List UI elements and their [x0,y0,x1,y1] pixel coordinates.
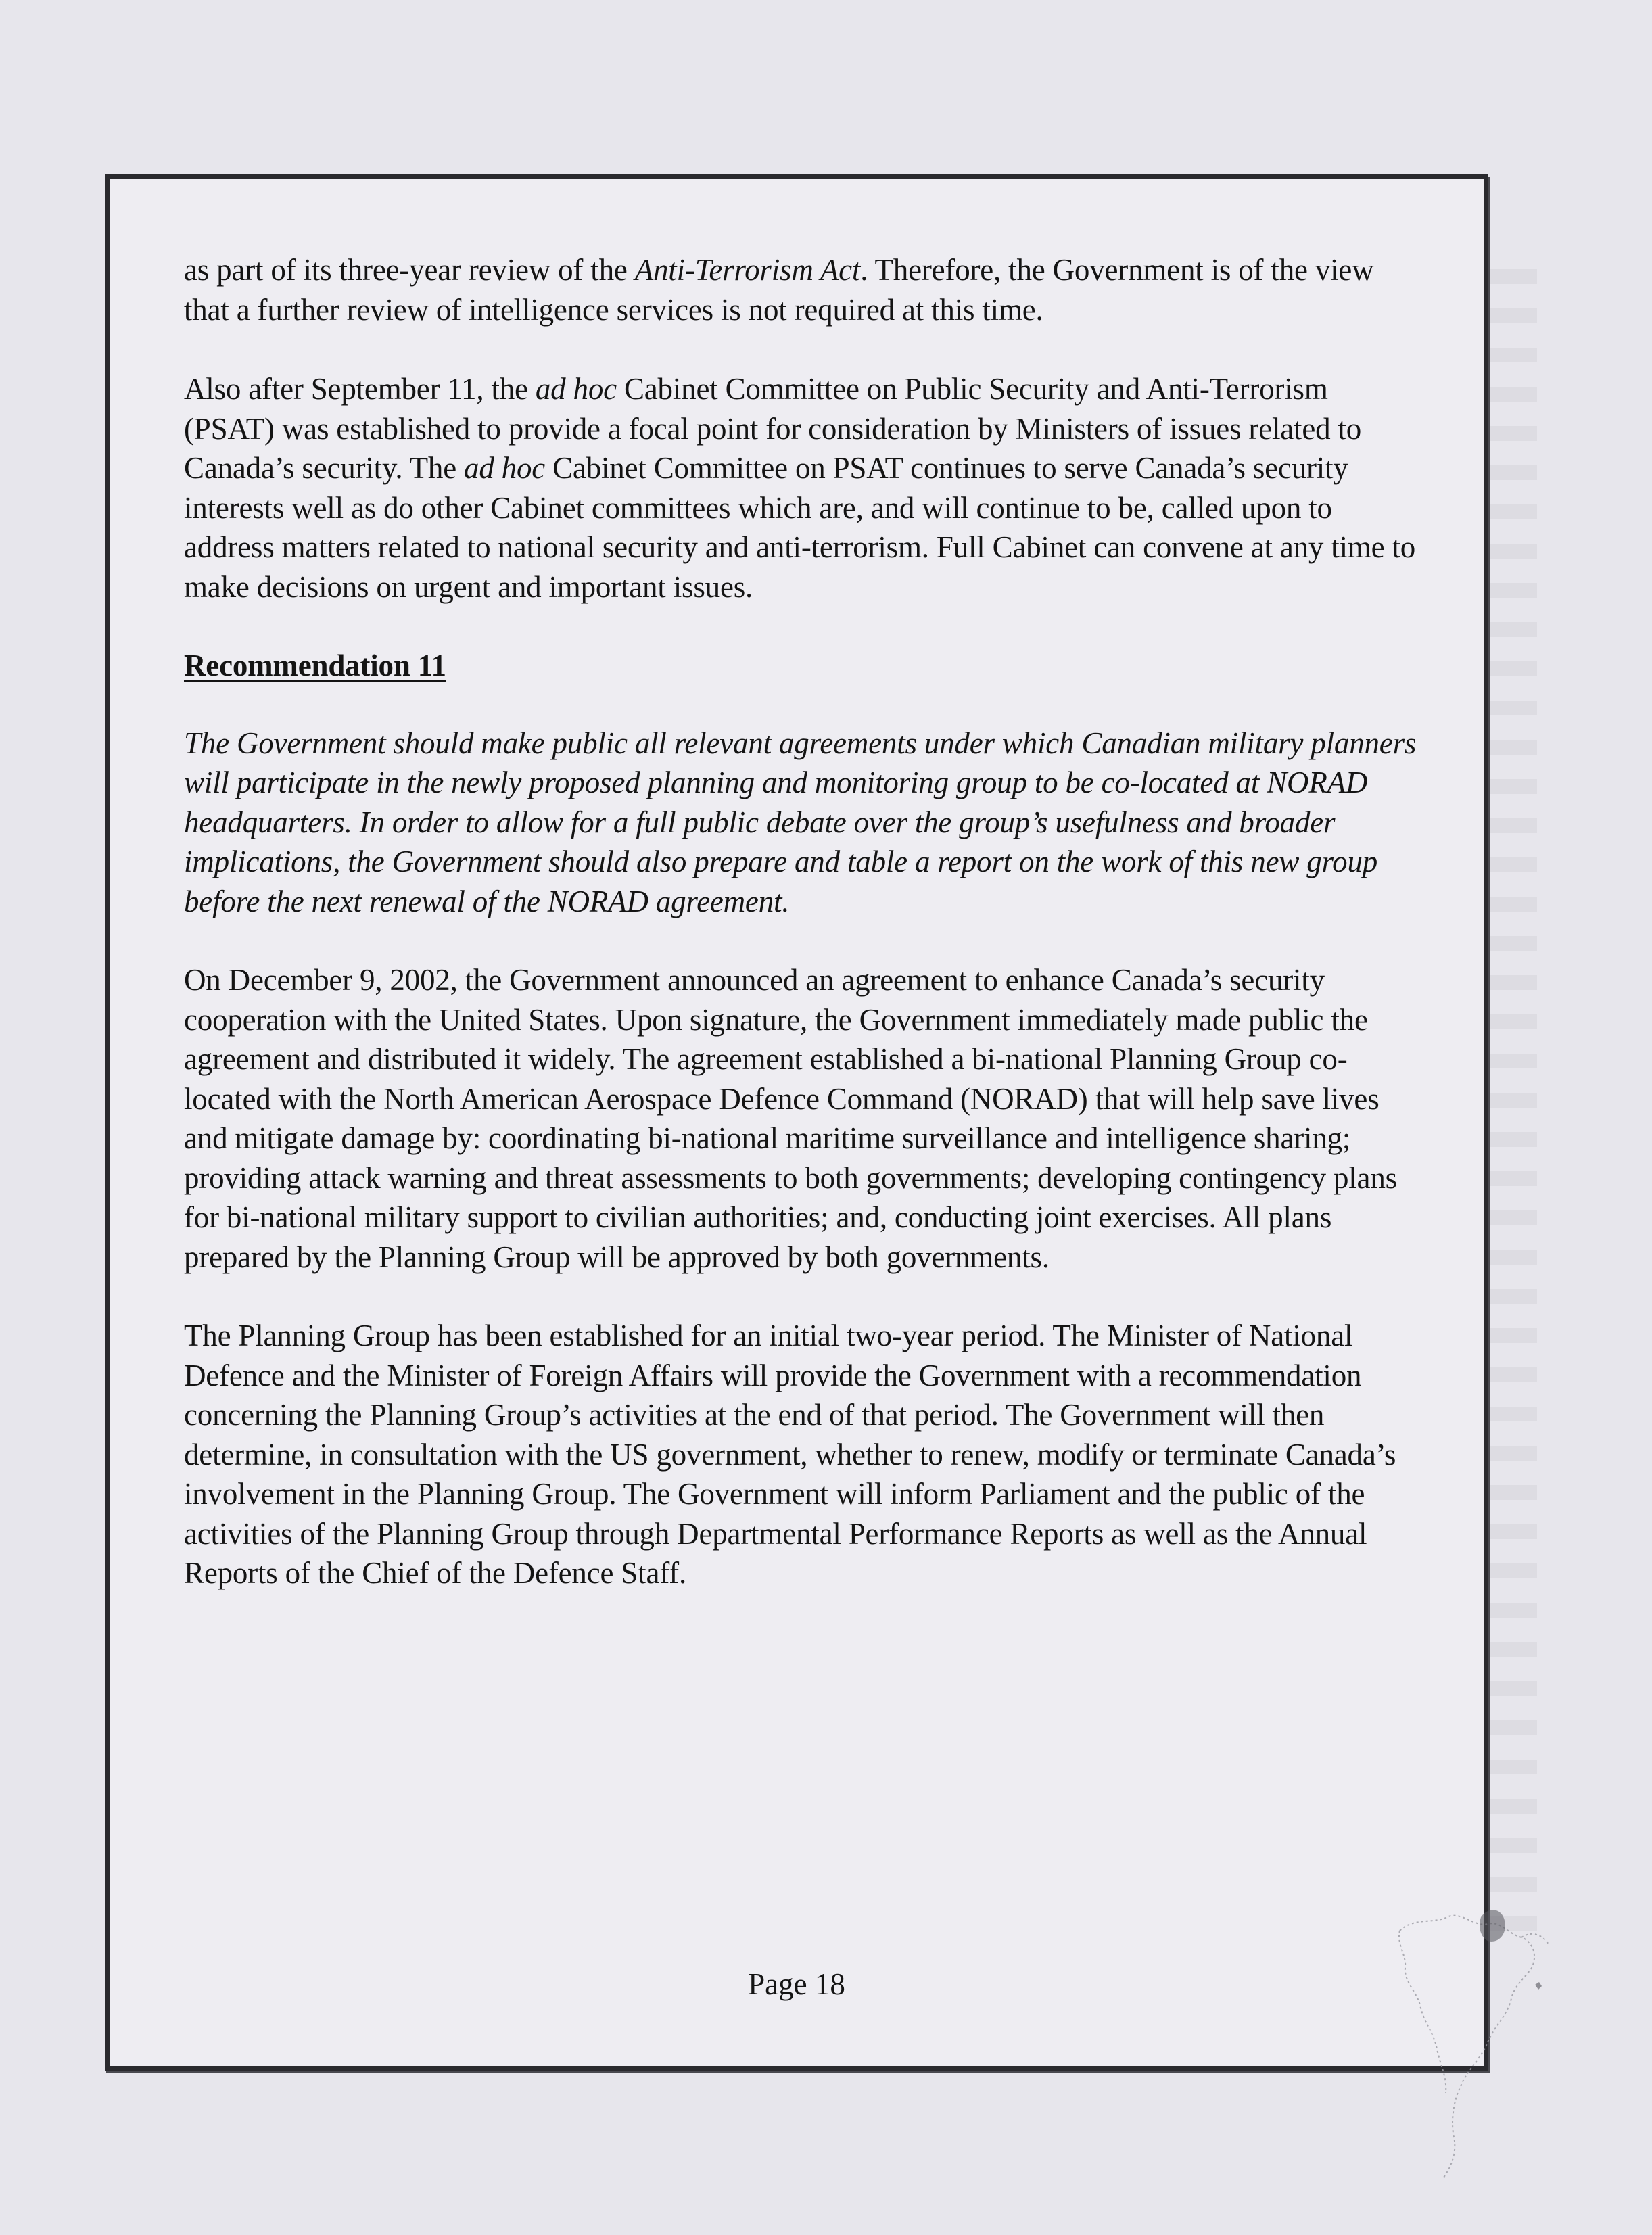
act-title: Anti-Terrorism Act [634,253,861,287]
page-number: Page 18 [748,1967,845,2001]
recommendation-text: The Government should make public all relevant agreements under which Canadian military planners will participate in the newly proposed planning and monitoring group to be co-located at NORAD headquarters. In order to allow for a full public debate over the group’s usefulness and broader implications, the Government should also prepare and table a report on the work of this new group before the next renewal of the NORAD agreement. [184,726,1417,918]
paragraph-planning-group-period: The Planning Group has been established for an initial two-year period. The Minister of National Defence and the Minister of Foreign Affairs will provide the Government with a recommendation concerning the Planning Group’s activities at the end of that period. The Government will then determine, in consultation with the US government, whether to renew, modify or terminate Canada’s involvement in the Planning Group. The Government will inform Parliament and the public of the activities of the Planning Group through Departmental Performance Reports as well as the Annual Reports of the Chief of the Defence Staff. [184,1319,1396,1590]
page-body [184,250,1421,1632]
north-america-map-watermark [1386,1904,1576,2188]
page-border-frame [105,174,1488,2071]
recommendation-heading: Recommendation 11 [184,649,446,682]
paragraph-psat-committee: Also after September 11, the ad hoc Cabinet Committee on Public Security and Anti-Terrorism (PSAT) was established to provide a focal point for consideration by Ministers of issues related to Canada’s security. The ad hoc Cabinet Committee on PSAT continues to serve Canada’s security interests well as do other Cabinet committees which are, and will continue to be, called upon to address matters related to national security and anti-terrorism. Full Cabinet can convene at any time to make decisions on urgent and important issues. [184,372,1416,604]
paragraph-planning-group-agreement: On December 9, 2002, the Government announced an agreement to enhance Canada’s security cooperation with the United States. Upon signature, the Government immediately made public the agreement and distributed it widely. The agreement established a bi-national Planning Group co-located with the North American Aerospace Defence Command (NORAD) that will help save lives and mitigate damage by: coordinating bi-national maritime surveillance and intelligence sharing; providing attack warning and threat assessments to both governments; developing contingency plans for bi-national military support to civilian authorities; and, conducting joint exercises. All plans prepared by the Planning Group will be approved by both governments. [184,963,1397,1274]
paragraph-intelligence-review: as part of its three-year review of the Anti-Terrorism Act. Therefore, the Government is of the view that a further review of intelligence services is not required at this time. [184,253,1374,327]
